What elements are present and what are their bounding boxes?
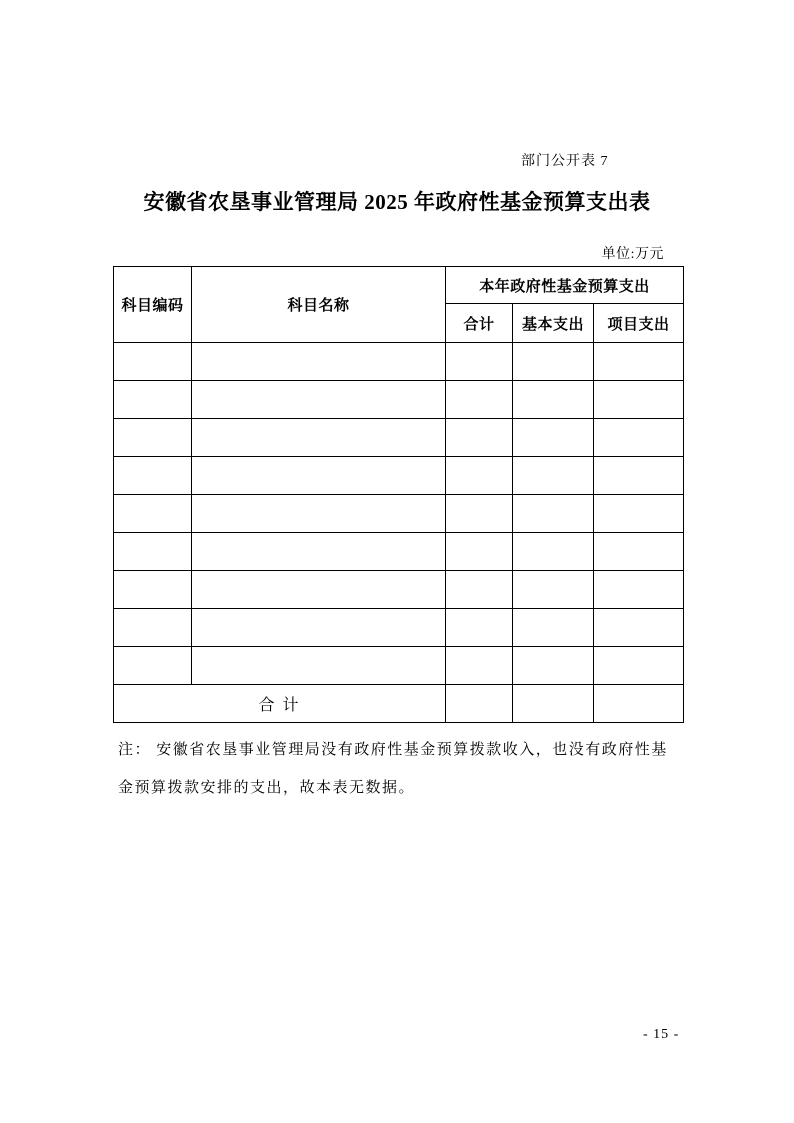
doc-table-index-label: 部门公开表 7: [521, 154, 609, 169]
footnote-line-1: 注： 安徽省农垦事业管理局没有政府性基金预算拨款收入，也没有政府性基: [118, 742, 668, 758]
header-project-expenditure: 项目支出: [594, 304, 684, 343]
empty-cell: [594, 571, 684, 609]
empty-cell: [594, 533, 684, 571]
empty-cell: [594, 457, 684, 495]
empty-cell: [594, 609, 684, 647]
empty-cell: [114, 571, 192, 609]
empty-cell: [192, 495, 446, 533]
empty-cell: [513, 533, 594, 571]
total-row-project-cell: [594, 685, 684, 723]
empty-cell: [192, 609, 446, 647]
empty-cell: [594, 495, 684, 533]
empty-cell: [594, 419, 684, 457]
empty-cell: [114, 381, 192, 419]
header-total: 合计: [446, 304, 513, 343]
empty-cell: [446, 419, 513, 457]
empty-cell: [594, 647, 684, 685]
table-row: [114, 609, 684, 647]
unit-label: 单位:万元: [601, 247, 664, 262]
header-basic-expenditure: 基本支出: [513, 304, 594, 343]
footnote-line-2: 金预算拨款安排的支出，故本表无数据。: [118, 780, 416, 796]
empty-cell: [192, 343, 446, 381]
table-row: [114, 343, 684, 381]
empty-cell: [446, 533, 513, 571]
empty-cell: [114, 647, 192, 685]
empty-cell: [513, 457, 594, 495]
total-row-basic-cell: [513, 685, 594, 723]
table-total-row: [114, 685, 684, 723]
total-row-label: 合 计: [114, 685, 446, 723]
empty-cell: [513, 381, 594, 419]
empty-cell: [513, 343, 594, 381]
empty-cell: [446, 457, 513, 495]
page-title: 安徽省农垦事业管理局 2025 年政府性基金预算支出表: [143, 190, 651, 214]
table-header-row-1: [114, 267, 684, 304]
empty-cell: [513, 495, 594, 533]
empty-cell: [513, 571, 594, 609]
empty-cell: [446, 647, 513, 685]
empty-cell: [114, 609, 192, 647]
page-number: - 15 -: [643, 1027, 680, 1042]
empty-cell: [192, 419, 446, 457]
empty-cell: [114, 343, 192, 381]
empty-cell: [446, 495, 513, 533]
footnote: [118, 731, 668, 807]
table-row: [114, 419, 684, 457]
empty-cell: [446, 381, 513, 419]
empty-cell: [114, 457, 192, 495]
empty-cell: [446, 343, 513, 381]
table-body: [114, 343, 684, 685]
budget-expenditure-table: [113, 266, 684, 723]
empty-cell: [594, 343, 684, 381]
empty-cell: [192, 571, 446, 609]
empty-cell: [446, 609, 513, 647]
table-row: [114, 533, 684, 571]
empty-cell: [114, 533, 192, 571]
header-group-current-year-fund-expenditure: 本年政府性基金预算支出: [446, 267, 684, 304]
empty-cell: [114, 495, 192, 533]
empty-cell: [513, 419, 594, 457]
empty-cell: [192, 647, 446, 685]
table-row: [114, 457, 684, 495]
empty-cell: [192, 381, 446, 419]
header-subject-name: 科目名称: [192, 267, 446, 343]
empty-cell: [192, 533, 446, 571]
table-row: [114, 381, 684, 419]
empty-cell: [446, 571, 513, 609]
table-row: [114, 647, 684, 685]
table-row: [114, 571, 684, 609]
header-subject-code: 科目编码: [114, 267, 192, 343]
empty-cell: [594, 381, 684, 419]
total-row-total-cell: [446, 685, 513, 723]
empty-cell: [114, 419, 192, 457]
empty-cell: [513, 609, 594, 647]
table-row: [114, 495, 684, 533]
empty-cell: [192, 457, 446, 495]
empty-cell: [513, 647, 594, 685]
